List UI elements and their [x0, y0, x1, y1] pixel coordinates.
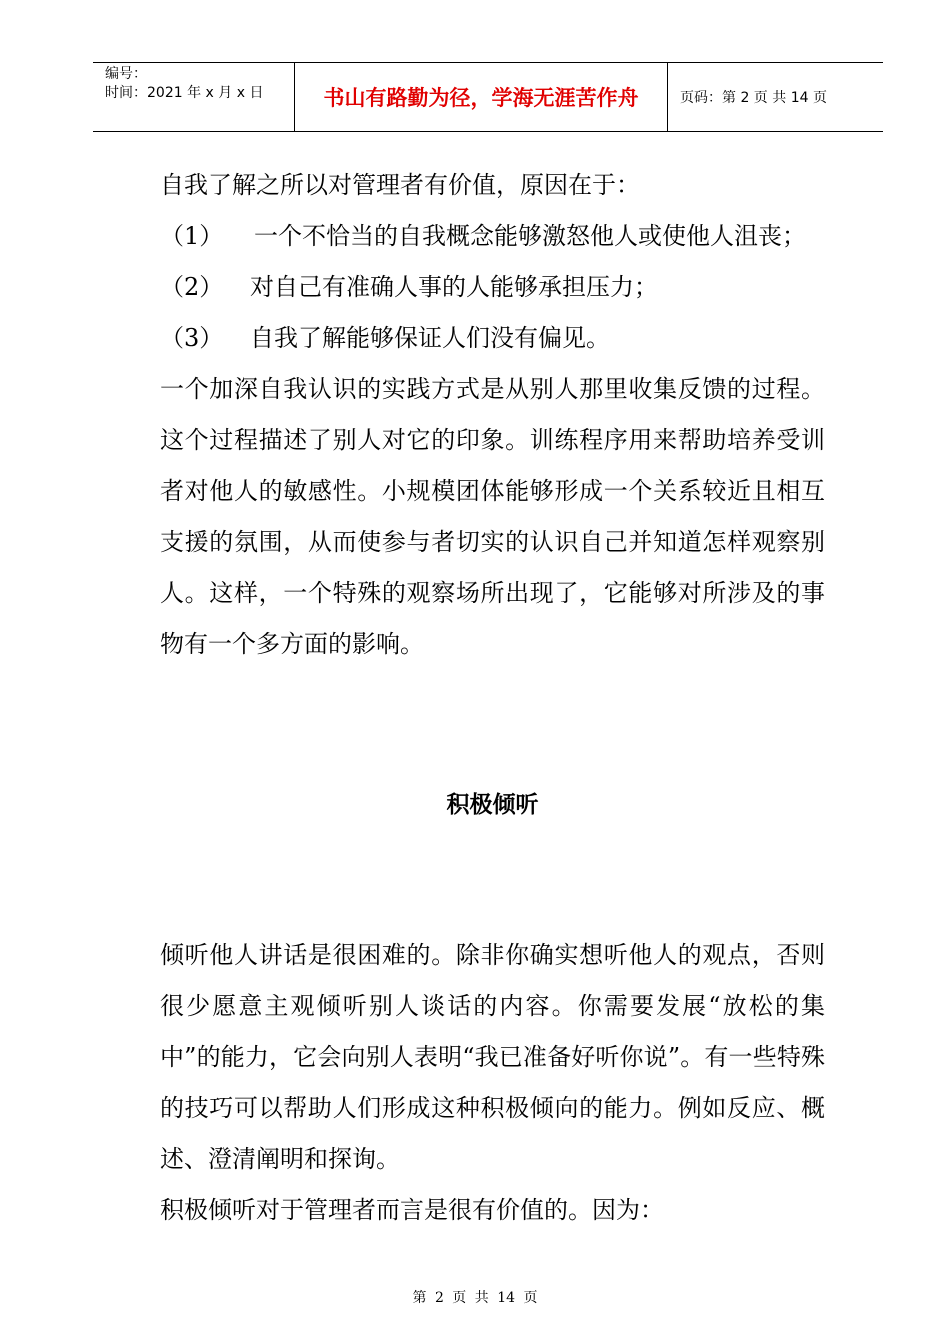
- active-listening-section: [160, 930, 825, 1236]
- header-right-cell: [668, 63, 883, 131]
- document-body: [160, 160, 825, 1224]
- section-heading: 积极倾听: [446, 792, 539, 818]
- list-item-number: （2）: [160, 273, 224, 301]
- list-item-number: （3）: [160, 324, 224, 352]
- list-item-text: 对自己有准确人事的人能够承担压力；: [250, 273, 658, 301]
- self-awareness-paragraph: 一个加深自我认识的实践方式是从别人那里收集反馈的过程。这个过程描述了别人对它的印象。训练程序用来帮助培养受训者对他人的敏感性。小规模团体能够形成一个关系较近且相互支援的氛围，从而使参与者切实的认识自己并知道怎样观察别人。这样，一个特殊的观察场所出现了，它能够对所涉及的事物有一个多方面的影响。: [160, 375, 825, 658]
- document-time-label: 时间：2021 年 x 月 x 日: [105, 85, 264, 101]
- page-footer: 第 2 页 共 14 页: [412, 1290, 538, 1306]
- list-item: [160, 211, 825, 262]
- header-page-number: 页码：第 2 页 共 14 页: [680, 90, 827, 106]
- listening-value-paragraph: 积极倾听对于管理者而言是很有价值的。因为：: [160, 1196, 664, 1224]
- header-motto: 书山有路勤为径，学海无涯苦作舟: [323, 86, 639, 110]
- list-item-text: 一个不恰当的自我概念能够激怒他人或使他人沮丧；: [254, 222, 806, 250]
- page-header: [93, 62, 883, 132]
- header-middle-cell: [295, 63, 668, 131]
- intro-paragraph: 自我了解之所以对管理者有价值，原因在于：: [160, 171, 640, 199]
- listening-paragraph: 倾听他人讲话是很困难的。除非你确实想听他人的观点，否则很少愿意主观倾听别人谈话的内容。你需要发展“放松的集中”的能力，它会向别人表明“我已准备好听你说”。有一些特殊的技巧可以帮助人们形成这种积极倾向的能力。例如反应、概述、澄清阐明和探询。: [160, 941, 825, 1173]
- list-item: [160, 262, 825, 313]
- list-item-number: （1）: [160, 222, 224, 250]
- header-left-cell: [93, 63, 295, 131]
- list-item: [160, 313, 825, 364]
- document-number-label: 编号：: [105, 66, 147, 82]
- list-item-text: 自我了解能够保证人们没有偏见。: [250, 324, 610, 352]
